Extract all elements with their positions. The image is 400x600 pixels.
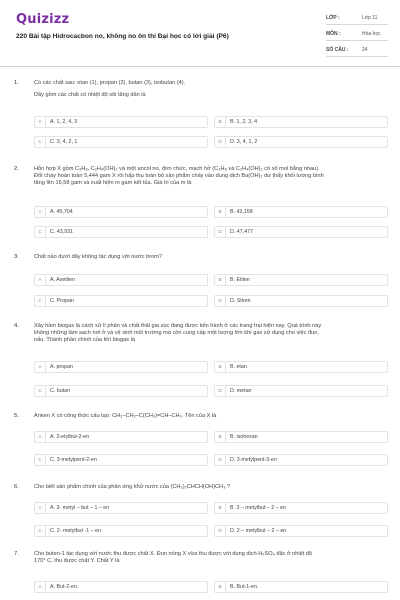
option-b[interactable]	[214, 206, 388, 218]
question-line: không những làm sạch nơi ở và vệ sinh môi trường mà còn cung cấp một lượng lớn khí gas sử dụng cho việc đun,	[34, 330, 319, 337]
option-text: D. metan	[230, 388, 252, 394]
option-d[interactable]	[214, 454, 388, 466]
option-a[interactable]	[34, 502, 208, 514]
option-letter: C	[35, 296, 46, 306]
meta-row-subject	[326, 28, 388, 41]
option-letter: C	[35, 526, 46, 536]
option-letter: D	[215, 227, 226, 237]
option-text: A. Axetilen	[50, 277, 76, 283]
option-letter: C	[35, 227, 46, 237]
option-text: B. isohexan	[230, 434, 258, 440]
option-a[interactable]	[34, 431, 208, 443]
question-line: Chất nào dưới đây không tác dụng với nước brom?	[34, 254, 162, 260]
option-letter: B	[215, 117, 226, 127]
meta-value: 24	[362, 47, 368, 53]
question-text	[34, 323, 388, 345]
option-c[interactable]	[34, 136, 208, 148]
option-letter: B	[215, 582, 226, 592]
question-line: Cho buten-1 tác dụng với nước thu được chất X. Đun nóng X vừa thu được với dung dịch H₂SO₄ đặc ở nhiệt độ	[34, 551, 313, 557]
option-text: B. 42,158	[230, 209, 253, 215]
option-text: C. 2- metylbut -1 – en	[50, 528, 101, 534]
option-letter: B	[215, 207, 226, 217]
document-header	[0, 0, 400, 64]
option-text: C. 43,931	[50, 229, 73, 235]
question-number: 2.	[14, 166, 19, 172]
option-letter: C	[35, 386, 46, 396]
option-b[interactable]	[214, 431, 388, 443]
option-letter: B	[215, 275, 226, 285]
option-letter: D	[215, 455, 226, 465]
option-letter: A	[35, 503, 46, 513]
question-text	[34, 413, 388, 420]
option-text: C. Propan	[50, 298, 74, 304]
question-text	[34, 80, 388, 99]
option-letter: A	[35, 362, 46, 372]
document-title: 220 Bài tập Hidrocacbon no, không no ôn thi Đại học có lời giải (P6)	[16, 33, 229, 40]
question-number: 3.	[14, 254, 19, 260]
question-number: 5.	[14, 413, 19, 419]
option-text: A. But-2-en.	[50, 584, 79, 590]
option-b[interactable]	[214, 116, 388, 128]
option-text: A. 2-etylbut-2-en	[50, 434, 90, 440]
option-text: A. 3- metyl – but – 1 – en	[50, 505, 110, 511]
question-line: Cho biết sản phẩm chính của phản ứng khử nước của (CH₃)₂CHCH(OH)CH₃ ?	[34, 484, 231, 490]
option-d[interactable]	[214, 385, 388, 397]
option-text: C. butan	[50, 388, 71, 394]
meta-key: SỐ CÂU :	[326, 47, 349, 53]
meta-key: MÔN :	[326, 31, 341, 37]
option-letter: B	[215, 362, 226, 372]
option-text: A. 1, 2, 4, 3	[50, 119, 78, 125]
question-text	[34, 166, 388, 188]
option-d[interactable]	[214, 525, 388, 537]
option-letter: A	[35, 117, 46, 127]
option-d[interactable]	[214, 226, 388, 238]
option-letter: B	[215, 503, 226, 513]
option-a[interactable]	[34, 274, 208, 286]
option-a[interactable]	[34, 206, 208, 218]
option-d[interactable]	[214, 136, 388, 148]
option-text: B. etan	[230, 364, 247, 370]
option-letter: A	[35, 432, 46, 442]
option-text: B. Etilen	[230, 277, 250, 283]
question-line: Anken X có công thức cấu tạo: CH₃–CH₂–C(CH₃)=CH–CH₃. Tên của X là	[34, 413, 217, 419]
option-b[interactable]	[214, 361, 388, 373]
option-c[interactable]	[34, 295, 208, 307]
option-c[interactable]	[34, 525, 208, 537]
option-letter: C	[35, 137, 46, 147]
question-text	[34, 551, 388, 565]
question-number: 7.	[14, 551, 19, 557]
option-text: D. 47,477	[230, 229, 253, 235]
question-line: 170° C, thu được chất Y. Chất Y là	[34, 558, 120, 565]
question-line: Xây hầm biogas là cách xử lí phân và chất thải gia súc đang được tiến hành ở các trang trại hiện nay. Quá trình này	[34, 323, 322, 329]
option-text: C. 3-metylpent-2-en	[50, 457, 97, 463]
option-b[interactable]	[214, 274, 388, 286]
meta-row-grade	[326, 12, 388, 25]
option-letter: D	[215, 526, 226, 536]
option-c[interactable]	[34, 454, 208, 466]
option-b[interactable]	[214, 502, 388, 514]
option-text: B. But-1-en.	[230, 584, 259, 590]
question-line: tăng lên 16,58 gam và xuất hiện m gam kết tủa. Giá trị của m là	[34, 180, 192, 187]
option-text: D. Stiren	[230, 298, 251, 304]
option-d[interactable]	[214, 295, 388, 307]
question-line: Có các chất sau: etan (1), propan (2), butan (3), isobutan (4).	[34, 80, 186, 86]
question-number: 1.	[14, 80, 19, 86]
meta-row-count	[326, 44, 388, 57]
option-text: B. 1, 2, 3, 4	[230, 119, 258, 125]
question-number: 6.	[14, 484, 19, 490]
option-text: A. propan	[50, 364, 73, 370]
option-letter: A	[35, 207, 46, 217]
option-letter: D	[215, 386, 226, 396]
option-letter: D	[215, 137, 226, 147]
question-number: 4.	[14, 323, 19, 329]
option-a[interactable]	[34, 116, 208, 128]
option-text: D. 3, 4, 1, 2	[230, 139, 258, 145]
option-letter: C	[35, 455, 46, 465]
meta-key: LỚP :	[326, 15, 340, 21]
question-line: Hỗn hợp X gồm C₃H₈, C₂H₄(OH)₂ và một ancol no, đơn chức, mạch hở (C₃H₈ và C₂H₄(OH)₂ có số mol bằng nhau).	[34, 166, 320, 172]
question-line: Dãy gồm các chất có nhiệt độ sôi tăng dần là	[34, 92, 146, 99]
option-a[interactable]	[34, 581, 208, 593]
option-text: A. 45,704	[50, 209, 73, 215]
question-text	[34, 254, 388, 261]
option-a[interactable]	[34, 361, 208, 373]
option-c[interactable]	[34, 385, 208, 397]
question-text	[34, 484, 388, 491]
option-text: B. 3 – metylbut – 2 – en	[230, 505, 286, 511]
question-line: Đốt cháy hoàn toàn 5,444 gam X rồi hấp thụ toàn bộ sản phẩm cháy vào dung dịch Ba(OH)₂ dư thấy khối lượng bình	[34, 173, 324, 180]
meta-value: Hóa học	[362, 31, 381, 37]
option-text: C. 3, 4, 2, 1	[50, 139, 78, 145]
question-line: nấu. Thành phần chính của khí biogas là	[34, 337, 135, 344]
option-letter: D	[215, 296, 226, 306]
header-divider	[0, 66, 400, 67]
option-letter: A	[35, 582, 46, 592]
option-letter: A	[35, 275, 46, 285]
meta-value: Lớp 11	[362, 15, 378, 21]
option-text: D. 2 – metylbut – 2 – en	[230, 528, 287, 534]
option-text: D. 3-metylpent-3-en	[230, 457, 277, 463]
option-b[interactable]	[214, 581, 388, 593]
quizizz-logo: Quizizz	[16, 12, 70, 27]
option-c[interactable]	[34, 226, 208, 238]
option-letter: B	[215, 432, 226, 442]
